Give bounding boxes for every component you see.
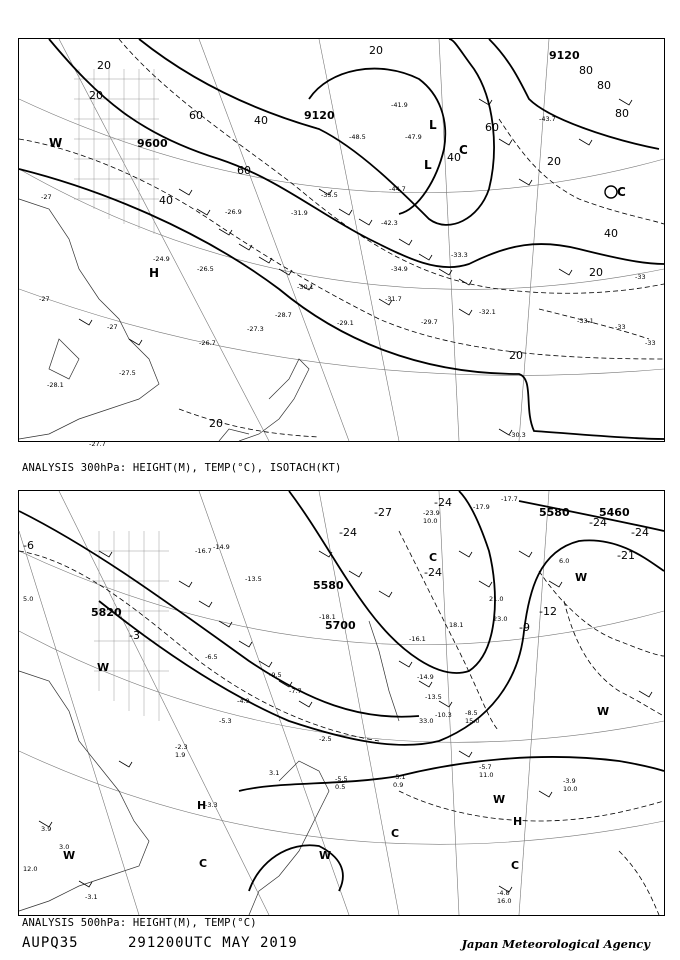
height-label: 5460: [599, 506, 630, 519]
station-value: -27: [107, 323, 118, 331]
map-300hpa: [19, 39, 664, 448]
high-center-mark: H: [197, 799, 207, 812]
height-label: 5580: [539, 506, 570, 519]
temp-label: -9: [519, 621, 530, 634]
graticule: [19, 491, 664, 915]
dewpoint-value: 3.9: [41, 825, 52, 833]
isotach-label: 60: [237, 164, 251, 177]
contour-labels: [89, 44, 629, 430]
temp-label: -24: [424, 566, 442, 579]
low-center-mark: L: [424, 158, 432, 172]
dewpoint-value: 11.0: [479, 771, 494, 779]
isotach-label: 40: [159, 194, 173, 207]
dewpoint-value: 23.0: [493, 615, 508, 623]
station-value: -5.5: [335, 775, 348, 783]
station-value: -44.7: [389, 185, 406, 193]
station-value: -32.1: [479, 308, 496, 316]
station-value: -5.1: [393, 773, 406, 781]
station-value: -2.5: [319, 735, 332, 743]
isotach-label: 20: [209, 417, 223, 430]
station-value: -42.3: [381, 219, 398, 227]
cold-center-mark: C: [429, 551, 438, 564]
height-label: 9120: [549, 49, 580, 62]
panel-caption: ANALYSIS 300hPa: HEIGHT(M), TEMP(°C), ISOTACH(KT): [22, 462, 342, 474]
dewpoint-value: 1.9: [175, 751, 186, 759]
station-value: -16.1: [409, 635, 426, 643]
station-value: -3.1: [85, 893, 98, 901]
cold-center-mark: C: [391, 827, 400, 840]
station-value: -43.7: [539, 115, 556, 123]
map-panel-500hpa: [18, 490, 665, 916]
high-center-mark: H: [513, 815, 523, 828]
station-value: -2.3: [175, 743, 188, 751]
station-value: -30.1: [297, 283, 314, 291]
station-value: -29.7: [421, 318, 438, 326]
station-value: -27.3: [247, 325, 264, 333]
height-label: 9120: [304, 109, 335, 122]
isotach-label: 80: [615, 107, 629, 120]
station-value: -48.5: [349, 133, 366, 141]
valid-time: 291200UTC MAY 2019: [128, 935, 298, 951]
station-value: -31.7: [385, 295, 402, 303]
dewpoint-value: 0.9: [393, 781, 404, 789]
isotach-label: 60: [485, 121, 499, 134]
station-value: -26.7: [199, 339, 216, 347]
dewpoint-value: 18.1: [449, 621, 464, 629]
warm-center-mark: W: [319, 849, 332, 862]
station-value: -29.1: [337, 319, 354, 327]
temp-label: -3: [129, 629, 140, 642]
station-value: -14.9: [417, 673, 434, 681]
warm-center-mark: W: [49, 136, 63, 150]
isotach-label: 40: [254, 114, 268, 127]
graticule: [19, 39, 664, 441]
dewpoint-value: 0.5: [335, 783, 346, 791]
warm-center-mark: W: [597, 705, 610, 718]
panel-caption: ANALYSIS 500hPa: HEIGHT(M), TEMP(°C): [22, 917, 257, 929]
agency-credit: Japan Meteorological Agency: [461, 937, 650, 951]
temp-label: -24: [434, 496, 452, 509]
isotach-label: 20: [509, 349, 523, 362]
station-value: -33.3: [451, 251, 468, 259]
isotach-label: 20: [97, 59, 111, 72]
station-value: -13.5: [245, 575, 262, 583]
station-value: -5.7: [479, 763, 492, 771]
station-value: -18.1: [319, 613, 336, 621]
station-value: -33.1: [577, 317, 594, 325]
station-value: -47.9: [405, 133, 422, 141]
station-value: -33: [615, 323, 626, 331]
station-value: -5.3: [219, 717, 232, 725]
station-value: -4.8: [497, 889, 510, 897]
dewpoint-value: 16.0: [497, 897, 512, 905]
station-value: -26.5: [197, 265, 214, 273]
cold-center-mark: C: [511, 859, 520, 872]
station-values: [39, 101, 656, 448]
station-value: -23.9: [423, 509, 440, 517]
warm-center-mark: W: [493, 793, 506, 806]
station-value: -28.1: [47, 381, 64, 389]
isotach-label: 80: [597, 79, 611, 92]
isotach-label: 40: [604, 227, 618, 240]
dewpoint-value: 10.0: [563, 785, 578, 793]
wind-barbs: [39, 551, 652, 892]
low-center-mark: L: [429, 118, 437, 132]
height-label: 5700: [325, 619, 356, 632]
station-value: -27: [39, 295, 50, 303]
temp-label: -12: [539, 605, 557, 618]
coastlines: [19, 199, 309, 441]
dewpoint-value: 3.0: [59, 843, 70, 851]
high-center-mark: H: [149, 266, 160, 280]
dewpoint-value: 3.1: [269, 769, 280, 777]
station-value: -4.9: [237, 697, 250, 705]
chart-id: AUPQ35: [22, 935, 79, 951]
temp-label: -21: [617, 549, 635, 562]
cold-center-mark: C: [199, 857, 208, 870]
dewpoint-value: 12.0: [23, 865, 38, 873]
dewpoint-value: 33.0: [419, 717, 434, 725]
station-value: -27.5: [119, 369, 136, 377]
warm-center-mark: W: [575, 571, 588, 584]
station-value: -7.7: [289, 687, 302, 695]
station-value: -14.9: [213, 543, 230, 551]
station-value: -24.9: [153, 255, 170, 263]
cold-center-mark: C: [617, 185, 626, 199]
map-panel-300hpa: [18, 38, 665, 448]
warm-center-mark: W: [63, 849, 76, 862]
warm-center-mark: W: [97, 661, 110, 674]
temp-label: -24: [631, 526, 649, 539]
jet-hatching: [74, 69, 159, 234]
isotach-label: 20: [369, 44, 383, 57]
temp-label: -24: [339, 526, 357, 539]
isotach-contours: [19, 39, 664, 437]
height-label: 5820: [91, 606, 122, 619]
dewpoint-value: 15.0: [465, 717, 480, 725]
isotach-label: 20: [589, 266, 603, 279]
temp-label: -6: [23, 539, 34, 552]
isotach-label: 20: [89, 89, 103, 102]
station-value: -33: [635, 273, 646, 281]
station-value: -17.9: [473, 503, 490, 511]
isotach-label: 20: [547, 155, 561, 168]
dewpoint-value: 5.0: [23, 595, 34, 603]
station-value: -33: [645, 339, 656, 347]
station-value: -30.3: [509, 431, 526, 439]
dewpoint-value: 10.0: [423, 517, 438, 525]
cold-center-mark: C: [459, 143, 468, 157]
station-value: -31.9: [291, 209, 308, 217]
station-values: [85, 495, 576, 901]
isotach-label: 60: [189, 109, 203, 122]
map-500hpa: [19, 491, 664, 915]
station-value: -28.7: [275, 311, 292, 319]
station-value: -34.9: [391, 265, 408, 273]
station-value: -27: [41, 193, 52, 201]
station-value: -13.5: [425, 693, 442, 701]
height-label: 5580: [313, 579, 344, 592]
isotach-label: 40: [447, 151, 461, 164]
temp-label: -27: [374, 506, 392, 519]
station-value: -27.7: [89, 440, 106, 448]
temp-label: -24: [589, 516, 607, 529]
station-value: -6.5: [205, 653, 218, 661]
station-value: -3.9: [563, 777, 576, 785]
station-value: -17.7: [501, 495, 518, 503]
isotach-label: 80: [579, 64, 593, 77]
station-value: -9.5: [269, 671, 282, 679]
station-value: -10.3: [435, 711, 452, 719]
height-label: 9600: [137, 137, 168, 150]
station-value: -35.5: [321, 191, 338, 199]
dewpoint-value: 6.0: [559, 557, 570, 565]
station-value: -8.5: [465, 709, 478, 717]
pressure-centers: [63, 551, 609, 872]
station-value: -3.3: [205, 801, 218, 809]
dewpoint-value: 21.0: [489, 595, 504, 603]
station-value: -16.7: [195, 547, 212, 555]
station-value: -26.9: [225, 208, 242, 216]
station-value: -41.9: [391, 101, 408, 109]
